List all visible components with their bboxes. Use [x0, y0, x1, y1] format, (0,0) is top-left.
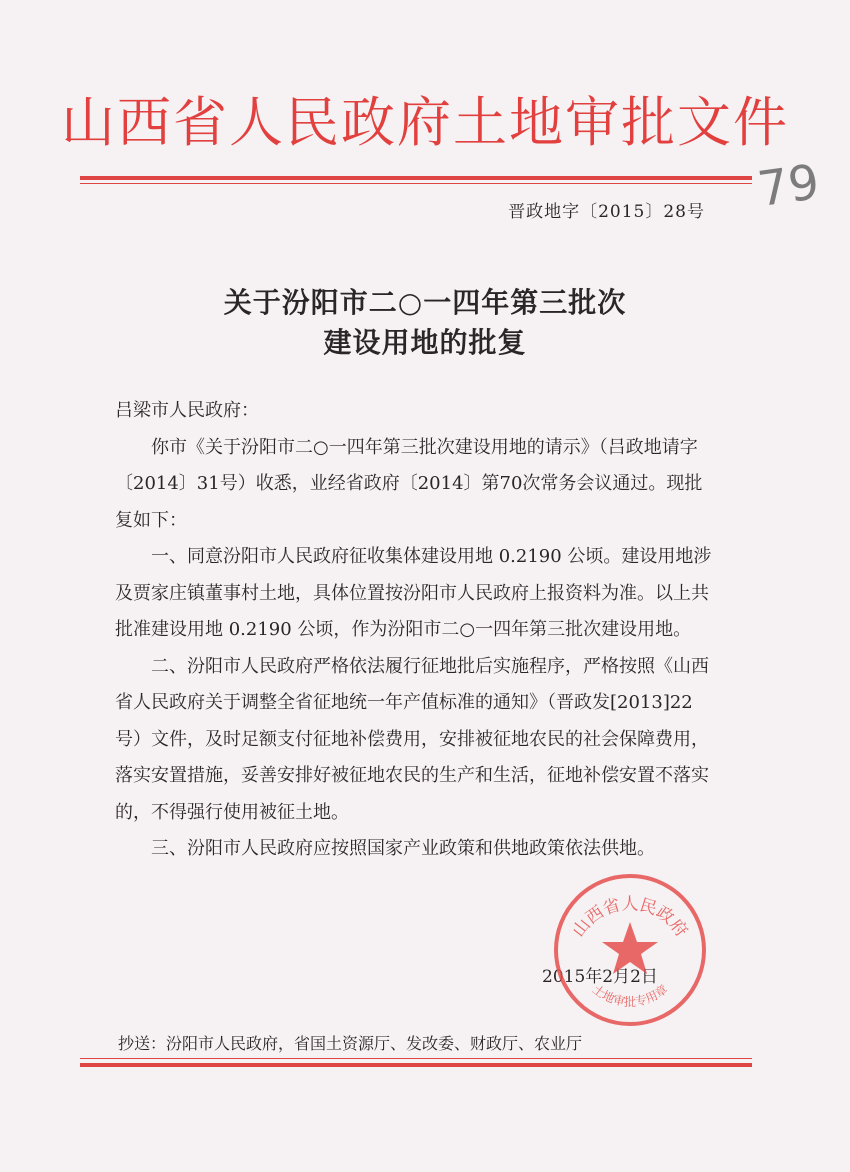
paragraph-item-3: 三、汾阳市人民政府应按照国家产业政策和供地政策依法供地。 [151, 838, 655, 859]
seal-star-icon [602, 922, 658, 974]
seal-text-top: 山西省人民政府 [568, 894, 692, 942]
document-title [0, 283, 850, 363]
header-title: 山西省人民政府土地审批文件 [61, 91, 789, 154]
paragraph-item-2: 二、汾阳市人民政府严格依法履行征地批后实施程序，严格按照《山西省人民政府关于调整全省征地统一年产值标准的通知》（晋政发[2013]22号）文件，及时足额支付征地补偿费用，安排被征地农民的社会保障费用，落实安置措施，妥善安排好被征地农民的生产和生活，征地补偿安置不落实的，不得强行使用被征土地。 [115, 655, 709, 823]
header-rule-thin [80, 183, 752, 184]
addressee: 吕梁市人民政府： [115, 400, 259, 421]
official-seal [550, 870, 710, 1030]
copy-to: 抄送：汾阳市人民政府，省国土资源厅、发改委、财政厅、农业厅 [118, 1034, 583, 1053]
document-body [115, 393, 715, 868]
paragraph-intro: 你市《关于汾阳市二○一四年第三批次建设用地的请示》（吕政地请字〔2014〕31号）收悉，业经省政府〔2014〕第70次常务会议通过。现批复如下： [115, 436, 703, 531]
title-line-1: 关于汾阳市二○一四年第三批次 [223, 286, 627, 319]
handwritten-mark: 79 [754, 154, 823, 218]
document-number: 晋政地字〔2015〕28号 [508, 202, 705, 222]
footer-rule-thick [80, 1063, 752, 1067]
title-line-2: 建设用地的批复 [323, 326, 527, 359]
header-rule-thick [80, 176, 752, 180]
footer-rule-thin [80, 1058, 752, 1059]
paragraph-item-1: 一、同意汾阳市人民政府征收集体建设用地 0.2190 公顷。建设用地涉及贾家庄镇董事村土地，具体位置按汾阳市人民政府上报资料为准。以上共批准建设用地 0.2190 公顷，作为汾阳市二○一四年第三批次建设用地。 [115, 546, 712, 640]
seal-text-bottom: 土地审批专用章 [589, 982, 671, 1009]
issue-date: 2015年2月2日 [542, 967, 658, 987]
svg-text:土地审批专用章 [590, 981, 671, 1008]
